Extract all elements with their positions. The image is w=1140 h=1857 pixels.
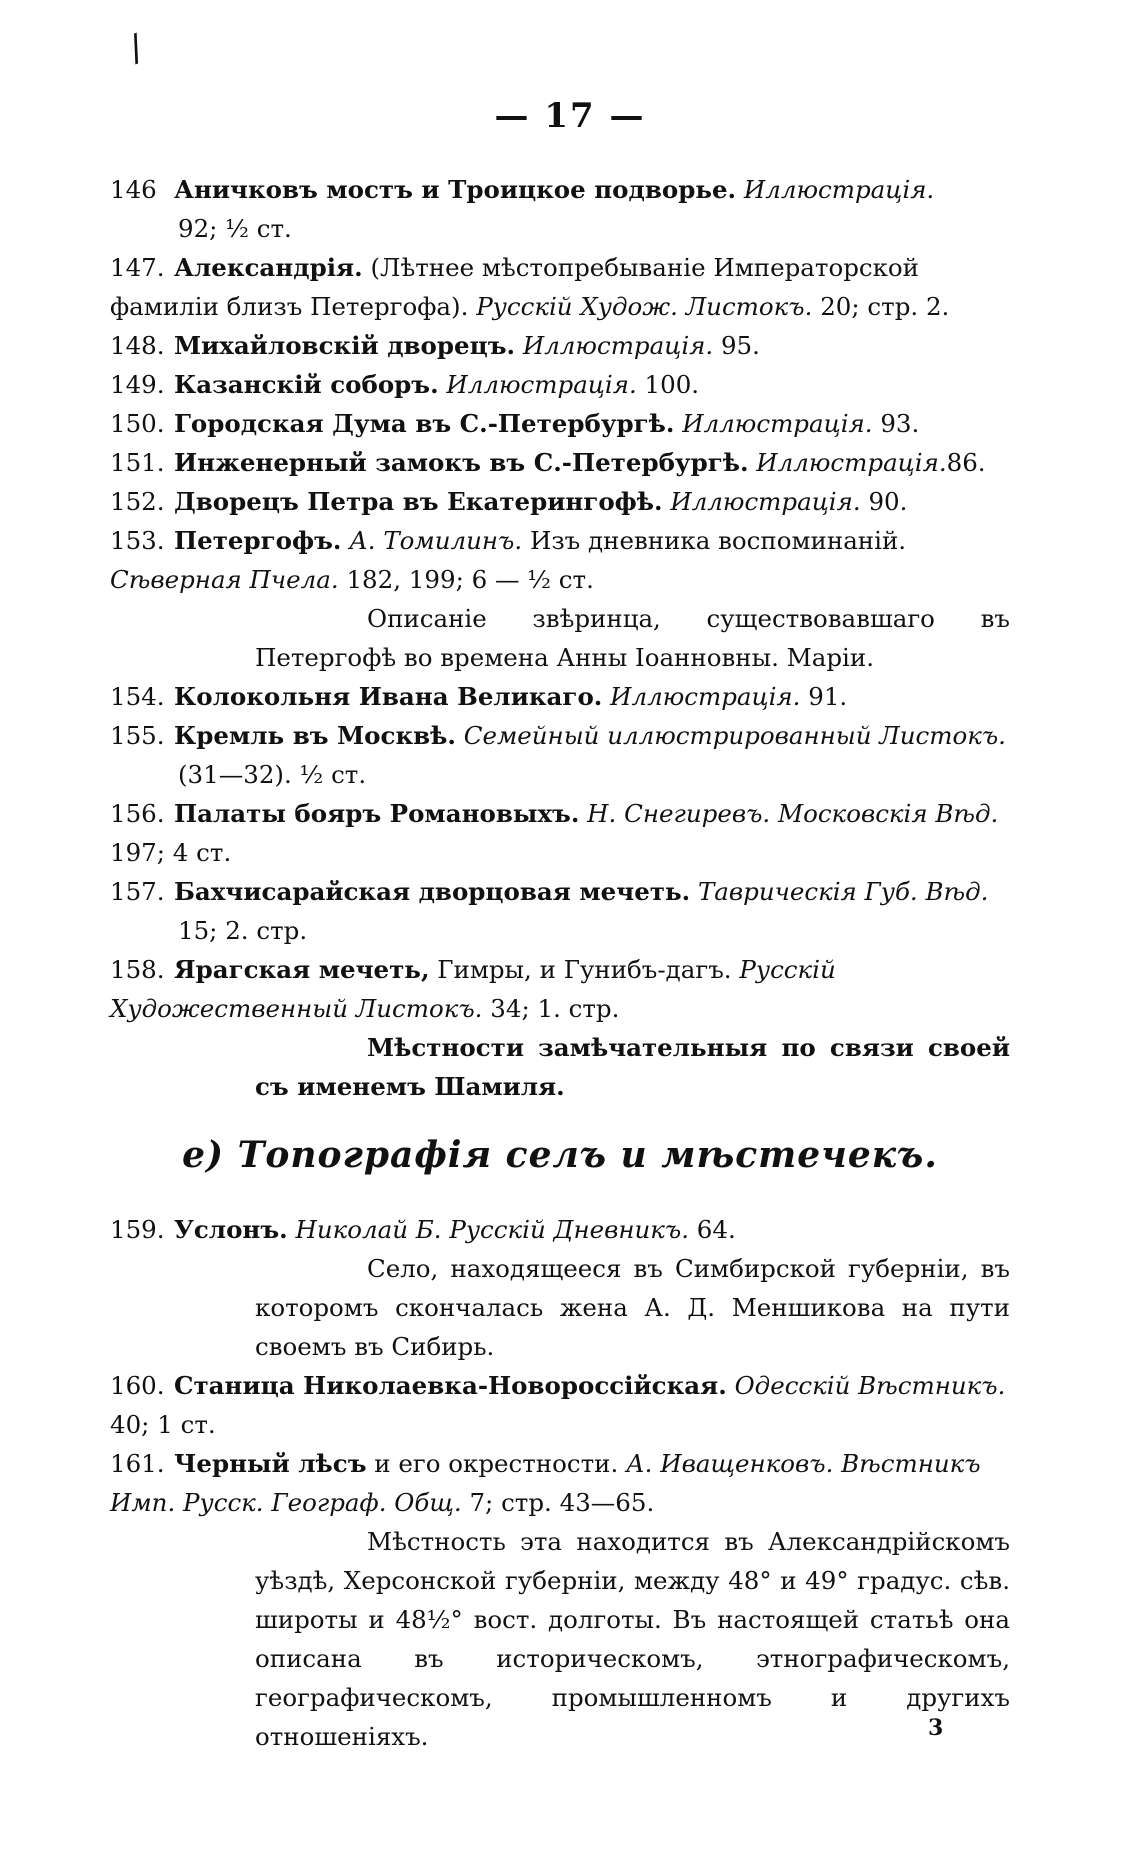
- entry-title: Станица Николаевка-Новороссійская.: [174, 1371, 727, 1400]
- entry-number: 156.: [110, 799, 165, 828]
- entry-detail: Изъ дневника воспоминаній.: [529, 526, 907, 555]
- note-161: Мѣстность эта находится въ Александрійскомъ уѣздѣ, Херсонской губерніи, между 48° и 49° градус. сѣв. широты и 48½° вост. долготы. Въ настоящей статьѣ она описана въ историческомъ, этнографическомъ, географическомъ, промышленномъ и другихъ отношеніяхъ.: [255, 1527, 1010, 1751]
- entry-161: [110, 1444, 1010, 1522]
- entry-number: 150.: [110, 409, 165, 438]
- entry-pages: 20; стр. 2.: [820, 292, 950, 321]
- entry-154: [110, 677, 1010, 716]
- entry-number: 158.: [110, 955, 165, 984]
- entry-number: 160.: [110, 1371, 165, 1400]
- entry-pages: 7; стр. 43—65.: [469, 1488, 655, 1517]
- entry-title: Инженерный замокъ въ С.-Петербургѣ.: [174, 448, 749, 477]
- entry-155: [110, 716, 1010, 794]
- entry-source: Иллюстрація.: [522, 331, 714, 360]
- entry-title: Дворецъ Петра въ Екатерингофѣ.: [174, 487, 663, 516]
- entry-source: Иллюстрація.: [446, 370, 637, 399]
- entry-pages: 64.: [696, 1215, 736, 1244]
- entry-title: Городская Дума въ С.-Петербургѣ.: [174, 409, 675, 438]
- entry-number: 159.: [110, 1215, 165, 1244]
- entry-148: [110, 326, 1010, 365]
- entry-146: [110, 170, 1010, 248]
- entry-152: [110, 482, 1010, 521]
- entry-source: Русскій Худож. Листокъ.: [476, 292, 813, 321]
- entry-title: Черный лѣсъ: [174, 1449, 367, 1478]
- entry-source: Иллюстрація.: [610, 682, 801, 711]
- entry-source: Иллюстрація.: [756, 448, 947, 477]
- entry-pages: 90.: [868, 487, 908, 516]
- entry-149: [110, 365, 1010, 404]
- entry-source: Иллюстрація.: [670, 487, 861, 516]
- entry-number: 157.: [110, 877, 165, 906]
- entry-source: Таврическія Губ. Вѣд.: [697, 877, 989, 906]
- entry-pages: 197; 4 ст.: [110, 838, 232, 867]
- entry-number: 151.: [110, 448, 165, 477]
- entry-151: [110, 443, 1010, 482]
- entry-153: [110, 521, 1010, 599]
- entry-150: [110, 404, 1010, 443]
- entry-number: 148.: [110, 331, 165, 360]
- entry-pages: (31—32). ½ ст.: [178, 760, 367, 789]
- note-158: Мѣстности замѣчательныя по связи своей съ именемъ Шамиля.: [255, 1033, 1010, 1101]
- entry-detail: и его окрестности.: [374, 1449, 619, 1478]
- entry-source: Николай Б. Русскій Дневникъ.: [295, 1215, 689, 1244]
- entry-pages: 15; 2. стр.: [178, 916, 308, 945]
- entry-title: Бахчисарайская дворцовая мечеть.: [174, 877, 691, 906]
- entry-source: Русскій Художественный Листокъ.: [110, 955, 836, 1023]
- entry-160: [110, 1366, 1010, 1444]
- entry-source: Иллюстрація.: [682, 409, 873, 438]
- entry-number: 155.: [110, 721, 165, 750]
- entry-source: Семейный иллюстрированный Листокъ.: [463, 721, 1006, 750]
- entry-detail: 92; ½ ст.: [178, 214, 292, 243]
- entry-number: 152.: [110, 487, 165, 516]
- entry-source: Одесскій Вѣстникъ.: [734, 1371, 1006, 1400]
- entry-title: Ярагская мечеть,: [174, 955, 430, 984]
- entry-source: Сѣверная Пчела.: [110, 565, 339, 594]
- entry-157: [110, 872, 1010, 950]
- entry-number: 161.: [110, 1449, 165, 1478]
- entry-pages: 86.: [946, 448, 986, 477]
- stray-mark: /: [123, 27, 149, 70]
- entry-title: Аничковъ мостъ и Троицкое подворье.: [174, 175, 737, 204]
- entry-159: [110, 1210, 1010, 1249]
- section-heading: е) Топографія селъ и мѣстечекъ.: [182, 1134, 938, 1176]
- entry-number: 153.: [110, 526, 165, 555]
- entry-pages: 40; 1 ст.: [110, 1410, 216, 1439]
- note-159: Село, находящееся въ Симбирской губерніи, въ которомъ скончалась жена А. Д. Меншикова на пути своемъ въ Сибирь.: [255, 1254, 1010, 1361]
- entry-title: Палаты бояръ Романовыхъ.: [174, 799, 580, 828]
- entry-pages: 182, 199; 6 — ½ ст.: [346, 565, 594, 594]
- page-number: — 17 —: [494, 96, 646, 136]
- entry-author: А. Томилинъ.: [349, 526, 523, 555]
- entry-158: [110, 950, 1010, 1028]
- entry-pages: 91.: [808, 682, 848, 711]
- entry-147: [110, 248, 1010, 326]
- entry-pages: 95.: [720, 331, 760, 360]
- note-153: Описаніе звѣринца, существовавшаго въ Петергофѣ во времена Анны Іоанновны. Маріи.: [255, 604, 1010, 672]
- entry-156: [110, 794, 1010, 872]
- entry-detail: (Лѣтнее мѣстопребываніе Императорской фамиліи близъ Петергофа).: [110, 253, 919, 321]
- entry-title: Петергофъ.: [174, 526, 342, 555]
- entry-title: Колокольня Ивана Великаго.: [174, 682, 603, 711]
- entry-number: 149.: [110, 370, 165, 399]
- entry-pages: 100.: [644, 370, 700, 399]
- entry-list: [110, 170, 1010, 1756]
- entry-title: Михайловскій дворецъ.: [174, 331, 516, 360]
- entry-pages: 93.: [880, 409, 920, 438]
- entry-detail: Гимры, и Гунибъ-дагъ.: [437, 955, 732, 984]
- entry-number: 147.: [110, 253, 165, 282]
- entry-title: Услонъ.: [174, 1215, 288, 1244]
- entry-title: Кремль въ Москвѣ.: [174, 721, 456, 750]
- entry-source: А. Иващенковъ. Вѣстникъ Имп. Русск. Географ. Общ.: [110, 1449, 981, 1517]
- entry-number: 146: [110, 175, 157, 204]
- entry-source: Иллюстрація.: [743, 175, 935, 204]
- signature-mark: 3: [928, 1715, 944, 1741]
- entry-source: Н. Снегиревъ. Московскія Вѣд.: [587, 799, 999, 828]
- entry-number: 154.: [110, 682, 165, 711]
- entry-pages: 34; 1. стр.: [490, 994, 620, 1023]
- entry-title: Казанскій соборъ.: [174, 370, 439, 399]
- entry-title: Александрія.: [174, 253, 363, 282]
